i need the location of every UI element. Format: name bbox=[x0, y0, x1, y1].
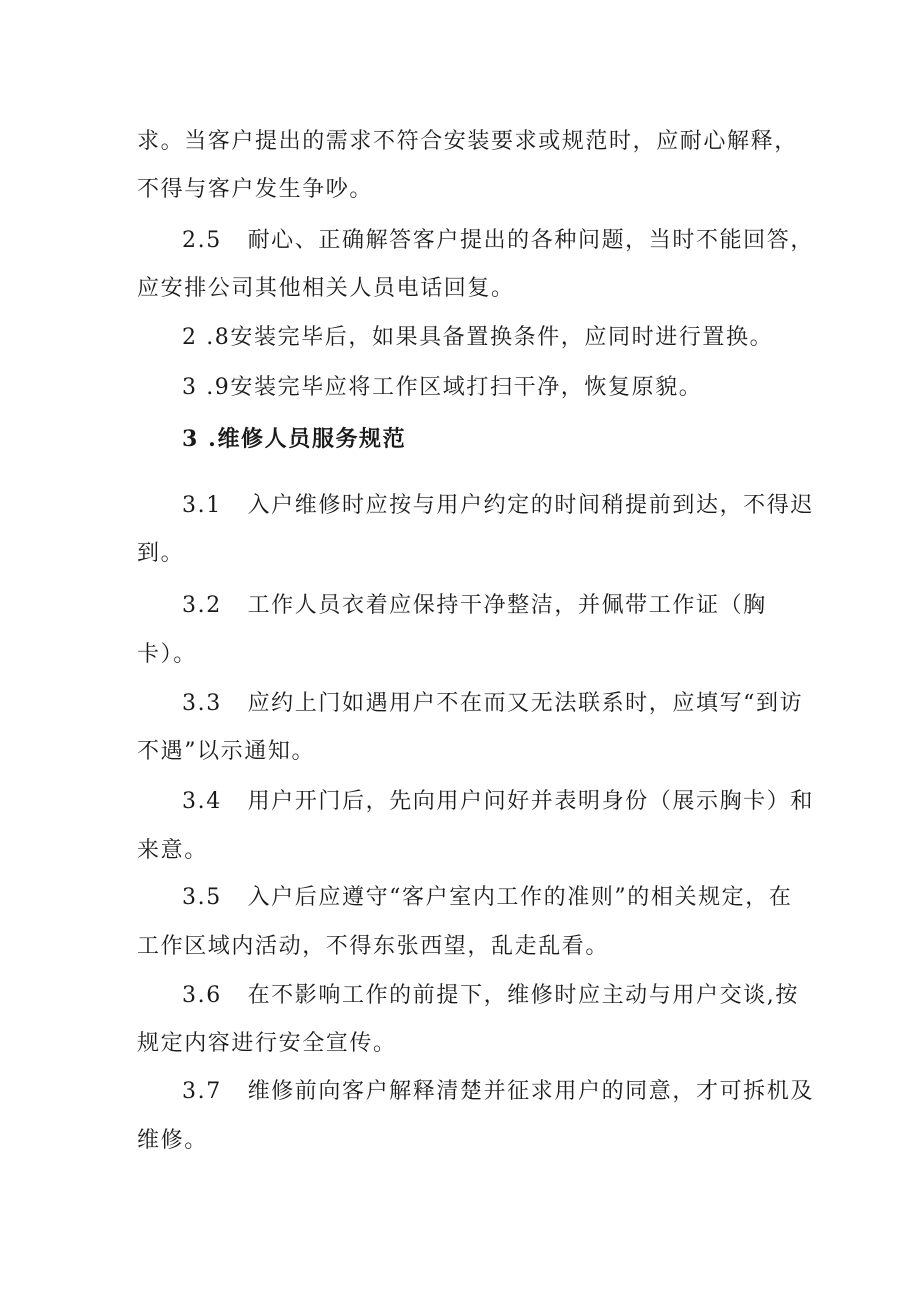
paragraph-number: 2.5 bbox=[182, 228, 222, 253]
text-line: 在不影响工作的前提下，维修时应主动与用户交谈,按 bbox=[247, 983, 799, 1008]
text-line: 维修前向客户解释清楚并征求用户的同意，才可拆机及 bbox=[247, 1079, 814, 1104]
paragraph-3-5 bbox=[182, 883, 792, 913]
text-line: 不遇”以示通知。 bbox=[137, 739, 316, 764]
paragraph-number: 3 .9 bbox=[182, 375, 231, 400]
paragraph-number: 3.1 bbox=[182, 493, 222, 518]
text-line: 耐心、正确解答客户提出的各种问题，当时不能回答， bbox=[247, 228, 814, 253]
paragraph-3-7 bbox=[182, 1077, 814, 1107]
text-line: 入户维修时应按与用户约定的时间稍提前到达，不得迟 bbox=[247, 493, 814, 518]
text-line: 到。 bbox=[137, 541, 185, 566]
paragraph-number: 3.4 bbox=[182, 789, 222, 814]
text-line: 安装完毕应将工作区域打扫干净，恢复原貌。 bbox=[230, 375, 703, 400]
paragraph-2-5 bbox=[182, 226, 814, 256]
text-line: 用户开门后，先向用户问好并表明身份（展示胸卡）和 bbox=[247, 789, 814, 814]
paragraph-3-3 bbox=[182, 689, 803, 719]
text-line: 入户后应遵守“客户室内工作的准则”的相关规定，在 bbox=[247, 885, 793, 910]
paragraph-number: 3.2 bbox=[182, 593, 222, 618]
paragraph-number: 3.5 bbox=[182, 885, 222, 910]
section-heading bbox=[182, 424, 406, 454]
paragraph-2-8 bbox=[182, 323, 773, 353]
paragraph-3-2 bbox=[182, 591, 767, 621]
text-line: 工作人员衣着应保持干净整洁，并佩带工作证（胸 bbox=[247, 593, 767, 618]
paragraph-3-4 bbox=[182, 787, 814, 817]
text-line: 来意。 bbox=[137, 838, 208, 863]
paragraph-3-9 bbox=[182, 373, 702, 403]
text-line: 规定内容进行安全宣传。 bbox=[137, 1031, 397, 1056]
text-line: 安装完毕后，如果具备置换条件，应同时进行置换。 bbox=[230, 325, 774, 350]
text-line: 不得与客户发生争吵。 bbox=[137, 177, 374, 202]
section-title: 维修人员服务规范 bbox=[217, 426, 407, 452]
text-line: 维修。 bbox=[137, 1128, 208, 1153]
paragraph-3-1 bbox=[182, 491, 814, 521]
text-line: 工作区域内活动，不得东张西望，乱走乱看。 bbox=[137, 934, 610, 959]
text-line: 应安排公司其他相关人员电话回复。 bbox=[137, 276, 515, 301]
text-line: 应约上门如遇用户不在而又无法联系时，应填写“到访 bbox=[247, 691, 804, 716]
paragraph-3-6 bbox=[182, 981, 799, 1011]
paragraph-number: 3.6 bbox=[182, 983, 222, 1008]
text-line: 求。当客户提出的需求不符合安装要求或规范时，应耐心解释， bbox=[137, 129, 798, 154]
paragraph-number: 2 .8 bbox=[182, 325, 231, 350]
section-number: 3 . bbox=[182, 426, 218, 452]
text-line: 卡）。 bbox=[137, 642, 197, 667]
paragraph-number: 3.7 bbox=[182, 1079, 222, 1104]
paragraph-number: 3.3 bbox=[182, 691, 222, 716]
